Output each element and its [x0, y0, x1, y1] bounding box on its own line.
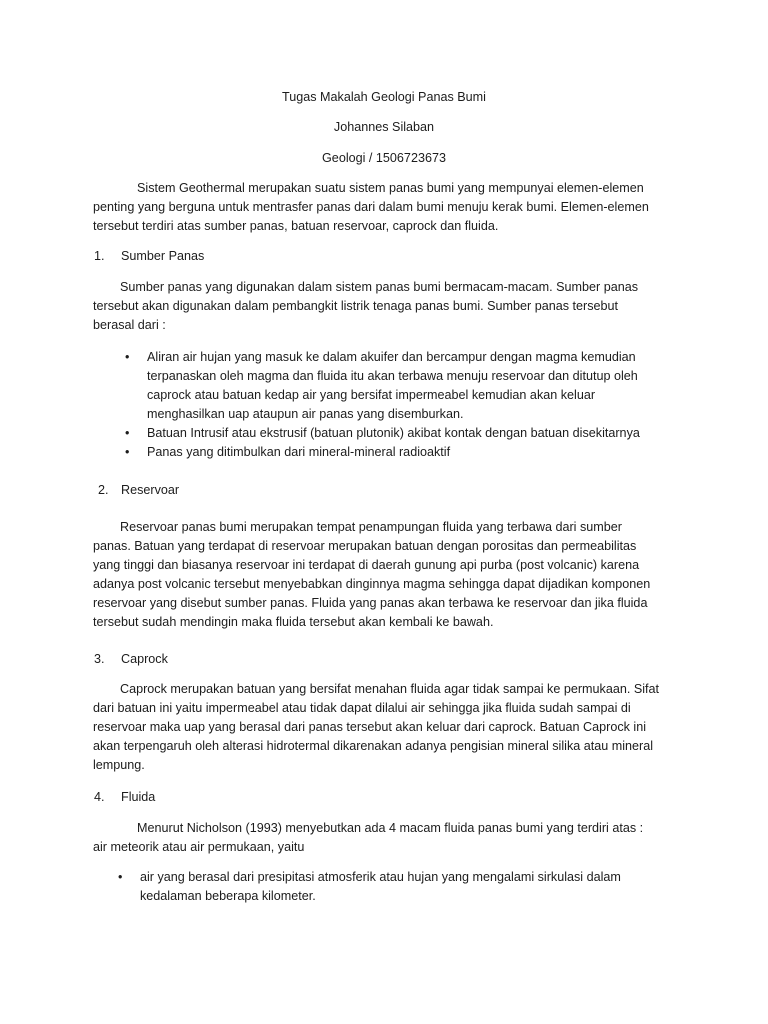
text-line: Batuan Intrusif atau ekstrusif (batuan plutonik) akibat kontak dengan batuan disekitarnya	[147, 426, 640, 440]
list-item	[125, 424, 640, 443]
text-line: yang tinggi dan biasanya reservoar ini terdapat di daerah gunung api purba (post volcanic) karena	[93, 558, 640, 572]
text-line: panas. Batuan yang terdapat di reservoar merupakan batuan dengan porositas dan permeabilitas	[93, 539, 637, 553]
section-number: 4.	[94, 790, 105, 804]
text-line: Reservoar panas bumi merupakan tempat penampungan fluida yang terbawa dari sumber	[120, 520, 622, 534]
section-title: Fluida	[121, 790, 156, 804]
text-line: akan terpengaruh oleh alterasi hidrotermal dikarenakan adanya pengisian mineral silika atau mineral	[93, 739, 654, 753]
text-line: Caprock merupakan batuan yang bersifat menahan fluida agar tidak sampai ke permukaan. Sifat	[120, 682, 660, 696]
text-line: Panas yang ditimbulkan dari mineral-mineral radioaktif	[147, 445, 451, 459]
text-line: adanya post volcanic tersebut menyebabkan dinginnya magma sehingga dapat dijadikan komponen	[93, 577, 651, 591]
text-line: air yang berasal dari presipitasi atmosferik atau hujan yang mengalami sirkulasi dalam	[140, 870, 621, 884]
section-paragraph	[93, 680, 683, 775]
section-paragraph	[93, 278, 683, 335]
text-line: dari batuan ini yaitu impermeabel atau tidak dapat dilalui air sehingga jika fluida sudah sampai di	[93, 701, 631, 715]
bullet-list	[118, 868, 621, 906]
text-line: terpanaskan oleh magma dan fluida itu akan terbawa menuju reservoar dan ditutup oleh	[147, 369, 638, 383]
text-line: tersebut sudah mendingin maka fluida tersebut akan kembali ke bawah.	[93, 615, 494, 629]
text-line: tersebut terdiri atas sumber panas, batuan reservoar, caprock dan fluida.	[93, 219, 499, 233]
text-line: tersebut akan digunakan dalam pembangkit listrik tenaga panas bumi. Sumber panas tersebut	[93, 299, 619, 313]
text-line: Sistem Geothermal merupakan suatu sistem panas bumi yang mempunyai elemen-elemen	[137, 181, 644, 195]
text-line: Sumber panas yang digunakan dalam sistem panas bumi bermacam-macam. Sumber panas	[120, 280, 639, 294]
author-name: Johannes Silaban	[333, 120, 435, 134]
text-line: air meteorik atau air permukaan, yaitu	[93, 840, 305, 854]
section-number: 3.	[94, 652, 105, 666]
list-item	[125, 443, 640, 462]
department-id: Geologi / 1506723673	[322, 151, 446, 165]
section-number: 1.	[94, 249, 105, 263]
text-line: lempung.	[93, 758, 145, 772]
section-title: Caprock	[121, 652, 168, 666]
bullet-icon: •	[125, 426, 130, 440]
list-item	[125, 348, 640, 424]
intro-paragraph	[93, 179, 683, 236]
section-paragraph	[93, 518, 683, 632]
text-line: menghasilkan uap ataupun air panas yang disemburkan.	[147, 407, 464, 421]
text-line: reservoar yang disebut sumber panas. Fluida yang panas akan terbawa ke reservoar dan jika fluida	[93, 596, 648, 610]
text-line: kedalaman beberapa kilometer.	[140, 889, 316, 903]
text-line: berasal dari :	[93, 318, 166, 332]
section-title: Reservoar	[121, 483, 180, 497]
section-paragraph	[93, 819, 683, 857]
section-number: 2.	[98, 483, 109, 497]
bullet-icon: •	[118, 870, 123, 884]
section-title: Sumber Panas	[121, 249, 205, 263]
list-item	[118, 868, 621, 906]
text-line: reservoar maka uap yang berasal dari panas tersebut akan keluar dari caprock. Batuan Caprock ini	[93, 720, 647, 734]
bullet-list	[125, 348, 640, 462]
text-line: penting yang berguna untuk mentrasfer panas dari dalam bumi menuju kerak bumi. Elemen-elemen	[93, 200, 649, 214]
bullet-icon: •	[125, 350, 130, 364]
document-title: Tugas Makalah Geologi Panas Bumi	[282, 90, 486, 104]
text-line: Menurut Nicholson (1993) menyebutkan ada 4 macam fluida panas bumi yang terdiri atas :	[137, 821, 644, 835]
text-line: Aliran air hujan yang masuk ke dalam akuifer dan bercampur dengan magma kemudian	[147, 350, 636, 364]
bullet-icon: •	[125, 445, 130, 459]
text-line: caprock atau batuan kedap air yang bersifat impermeabel kemudian akan keluar	[147, 388, 596, 402]
